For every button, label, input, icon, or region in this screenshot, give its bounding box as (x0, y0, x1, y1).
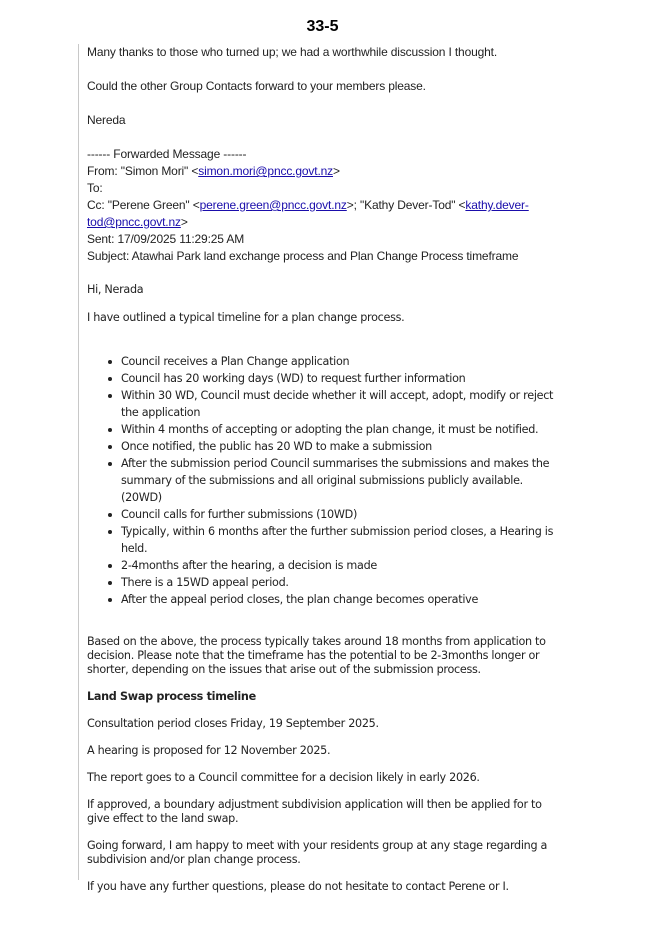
to-line: To: (87, 181, 103, 195)
timeline-item: Council has 20 working days (WD) to request further information (121, 370, 567, 387)
timeline-summary: Based on the above, the process typically takes around 18 months from application to decision. Please note that the timeframe has the potential to be 2-3months longer or shorter, depending on the issues that arise out of the submission process. (87, 635, 546, 676)
from-close: > (333, 164, 340, 178)
closing-line: If you have any further questions, please do not hesitate to contact Perene or I. (87, 880, 509, 893)
timeline-item: Typically, within 6 months after the further submission period closes, a Hearing is held. (121, 523, 567, 557)
signature-nereda: Nereda (87, 113, 126, 127)
email-body (78, 44, 567, 893)
consultation-line: Consultation period closes Friday, 19 September 2025. (87, 717, 379, 730)
timeline-item: Within 4 months of accepting or adopting the plan change, it must be notified. (121, 421, 567, 438)
timeline-item: Once notified, the public has 20 WD to make a submission (121, 438, 567, 455)
greeting: Hi, Nerada (87, 283, 144, 296)
cc-label: Cc: "Perene Green" < (87, 198, 200, 212)
cc-email-kathy-link-part2[interactable]: tod@pncc.govt.nz (87, 215, 181, 229)
approval-line: If approved, a boundary adjustment subdivision application will then be applied for to give effect to the land swap. (87, 798, 542, 825)
cc-line (87, 197, 567, 214)
sent-line: Sent: 17/09/2025 11:29:25 AM (87, 232, 245, 246)
forwarded-separator: ------ Forwarded Message ------ (87, 147, 247, 161)
timeline-item: Within 30 WD, Council must decide whether it will accept, adopt, modify or reject the application (121, 387, 567, 421)
plan-change-timeline-list (87, 353, 567, 608)
timeline-item: Council receives a Plan Change application (121, 353, 567, 370)
forward-request-line: Could the other Group Contacts forward to your members please. (87, 79, 426, 93)
timeline-intro: I have outlined a typical timeline for a plan change process. (87, 311, 405, 324)
timeline-item: There is a 15WD appeal period. (121, 574, 567, 591)
cc-line-continued (87, 214, 567, 231)
from-label: From: "Simon Mori" < (87, 164, 199, 178)
cc-email-perene-link[interactable]: perene.green@pncc.govt.nz (199, 198, 347, 212)
land-swap-heading: Land Swap process timeline (87, 690, 256, 703)
timeline-item: Council calls for further submissions (10WD) (121, 506, 567, 523)
subject-line: Subject: Atawhai Park land exchange process and Plan Change Process timeframe (87, 249, 519, 263)
report-line: The report goes to a Council committee for a decision likely in early 2026. (87, 771, 480, 784)
thanks-line: Many thanks to those who turned up; we had a worthwhile discussion I thought. (87, 45, 498, 59)
cc-close: > (180, 215, 188, 229)
hearing-line: A hearing is proposed for 12 November 2025. (87, 744, 331, 757)
going-forward-line: Going forward, I am happy to meet with your residents group at any stage regarding a subdivision and/or plan change process. (87, 839, 548, 866)
from-line (87, 163, 567, 180)
timeline-item: 2-4months after the hearing, a decision is made (121, 557, 567, 574)
timeline-item: After the appeal period closes, the plan change becomes operative (121, 591, 567, 608)
from-email-link[interactable]: simon.mori@pncc.govt.nz (198, 164, 333, 178)
cc-mid: >; "Kathy Dever-Tod" < (346, 198, 466, 212)
page-number: 33-5 (306, 18, 339, 35)
forwarded-header (87, 146, 567, 265)
cc-email-kathy-link-part1[interactable]: kathy.dever- (465, 198, 529, 212)
timeline-item: After the submission period Council summarises the submissions and makes the summary of the submissions and all original submissions publicly available. (20WD) (121, 455, 567, 506)
